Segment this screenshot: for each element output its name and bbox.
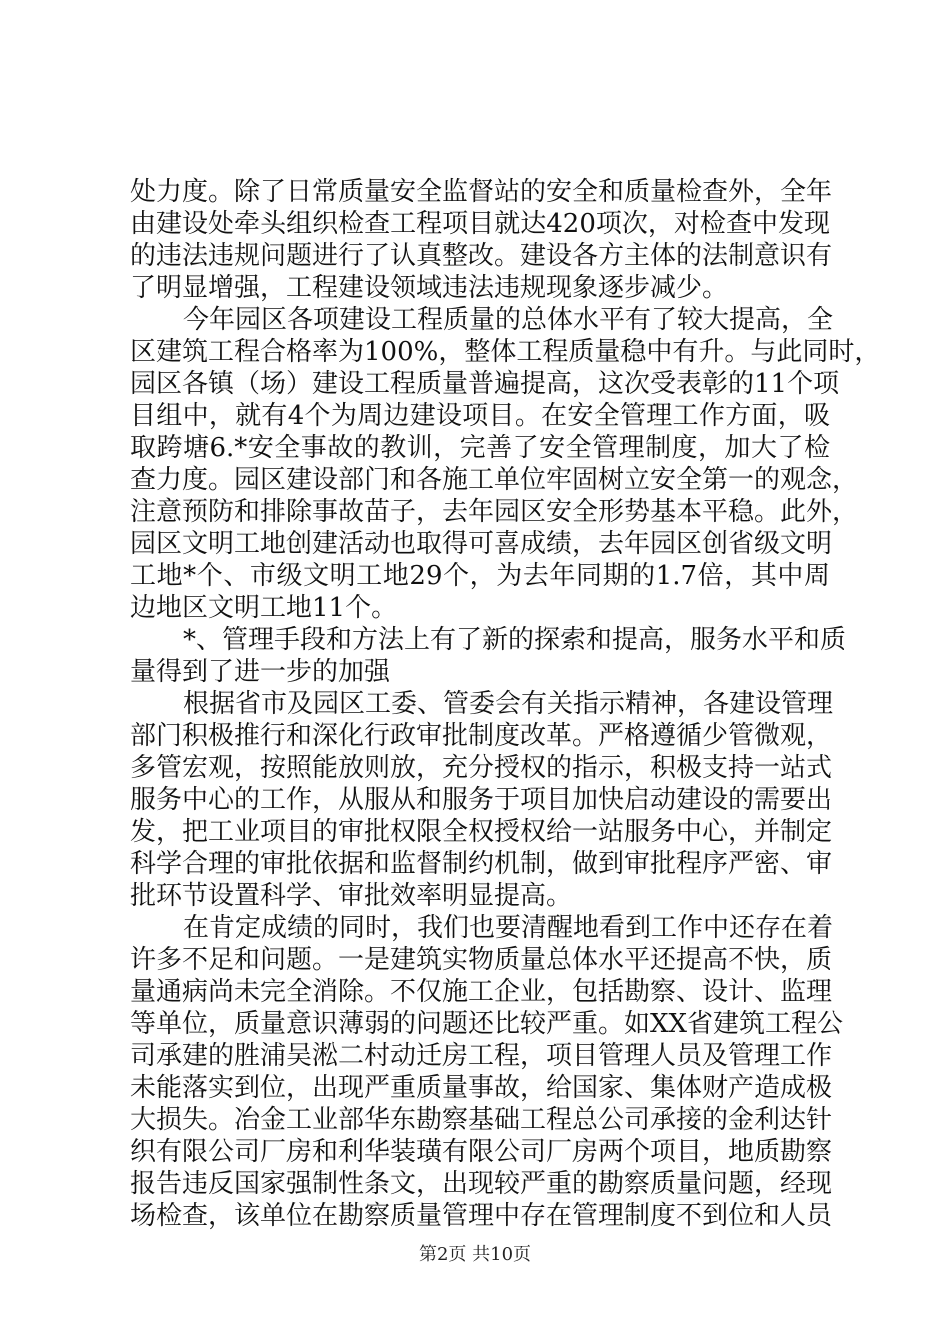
text-line: 科学合理的审批依据和监督制约机制，做到审批程序严密、审	[130, 849, 833, 879]
text-line: 今年园区各项建设工程质量的总体水平有了较大提高，全	[183, 305, 834, 335]
text-line: 部门积极推行和深化行政审批制度改革。严格遵循少管微观，	[130, 721, 833, 751]
text-line: 查力度。园区建设部门和各施工单位牢固树立安全第一的观念，	[130, 465, 859, 495]
text-line: 的违法违规问题进行了认真整改。建设各方主体的法制意识有	[130, 241, 833, 271]
section-heading	[130, 624, 847, 688]
text-line: 量通病尚未完全消除。不仅施工企业，包括勘察、设计、监理	[130, 977, 833, 1007]
text-line: 园区文明工地创建活动也取得可喜成绩，去年园区创省级文明	[130, 529, 833, 559]
text-line: 服务中心的工作，从服从和服务于项目加快启动建设的需要出	[130, 785, 833, 815]
text-line: 大损失。冶金工业部华东勘察基础工程总公司承接的金利达针	[130, 1105, 833, 1135]
text-line: 边地区文明工地11个。	[130, 593, 398, 623]
text-line: 织有限公司厂房和利华装璜有限公司厂房两个项目，地质勘察	[130, 1137, 833, 1167]
text-line: 等单位，质量意识薄弱的问题还比较严重。如XX省建筑工程公	[130, 1009, 844, 1039]
text-line: 工地*个、市级文明工地29个，为去年同期的1.7倍，其中周	[130, 561, 830, 591]
paragraph	[130, 304, 881, 624]
text-line: 在肯定成绩的同时，我们也要清醒地看到工作中还存在着	[183, 913, 834, 943]
paragraph	[130, 176, 833, 304]
paragraph	[130, 688, 834, 912]
text-line: 区建筑工程合格率为100%，整体工程质量稳中有升。与此同时，	[130, 337, 881, 367]
text-line: 许多不足和问题。一是建筑实物质量总体水平还提高不快，质	[130, 945, 833, 975]
text-line: 多管宏观，按照能放则放，充分授权的指示，积极支持一站式	[130, 753, 833, 783]
text-line: 根据省市及园区工委、管委会有关指示精神，各建设管理	[183, 689, 834, 719]
paragraph	[130, 912, 844, 1232]
text-line: 发，把工业项目的审批权限全权授权给一站服务中心，并制定	[130, 817, 833, 847]
text-line: 注意预防和排除事故苗子，去年园区安全形势基本平稳。此外，	[130, 497, 859, 527]
page-number: 第2页 共10页	[418, 1244, 532, 1265]
text-line: 量得到了进一步的加强	[130, 657, 391, 687]
text-line: 未能落实到位，出现严重质量事故，给国家、集体财产造成极	[130, 1073, 833, 1103]
text-line: 目组中，就有4个为周边建设项目。在安全管理工作方面，吸	[130, 401, 830, 431]
text-line: 处力度。除了日常质量安全监督站的安全和质量检查外，全年	[130, 177, 833, 207]
document-body	[130, 176, 881, 1232]
text-line: 园区各镇（场）建设工程质量普遍提高，这次受表彰的11个项	[130, 369, 840, 399]
text-line: 场检查，该单位在勘察质量管理中存在管理制度不到位和人员	[130, 1201, 833, 1231]
text-line: 由建设处牵头组织检查工程项目就达420项次，对检查中发现	[130, 209, 830, 239]
text-line: 取跨塘6.*安全事故的教训，完善了安全管理制度，加大了检	[130, 433, 830, 463]
text-line: 报告违反国家强制性条文，出现较严重的勘察质量问题，经现	[130, 1169, 833, 1199]
page-footer	[0, 1244, 950, 1266]
text-line: 了明显增强，工程建设领域违法违规现象逐步减少。	[130, 273, 729, 303]
text-line: *、管理手段和方法上有了新的探索和提高，服务水平和质	[183, 625, 847, 655]
text-line: 司承建的胜浦吴淞二村动迁房工程，项目管理人员及管理工作	[130, 1041, 833, 1071]
text-line: 批环节设置科学、审批效率明显提高。	[130, 881, 573, 911]
